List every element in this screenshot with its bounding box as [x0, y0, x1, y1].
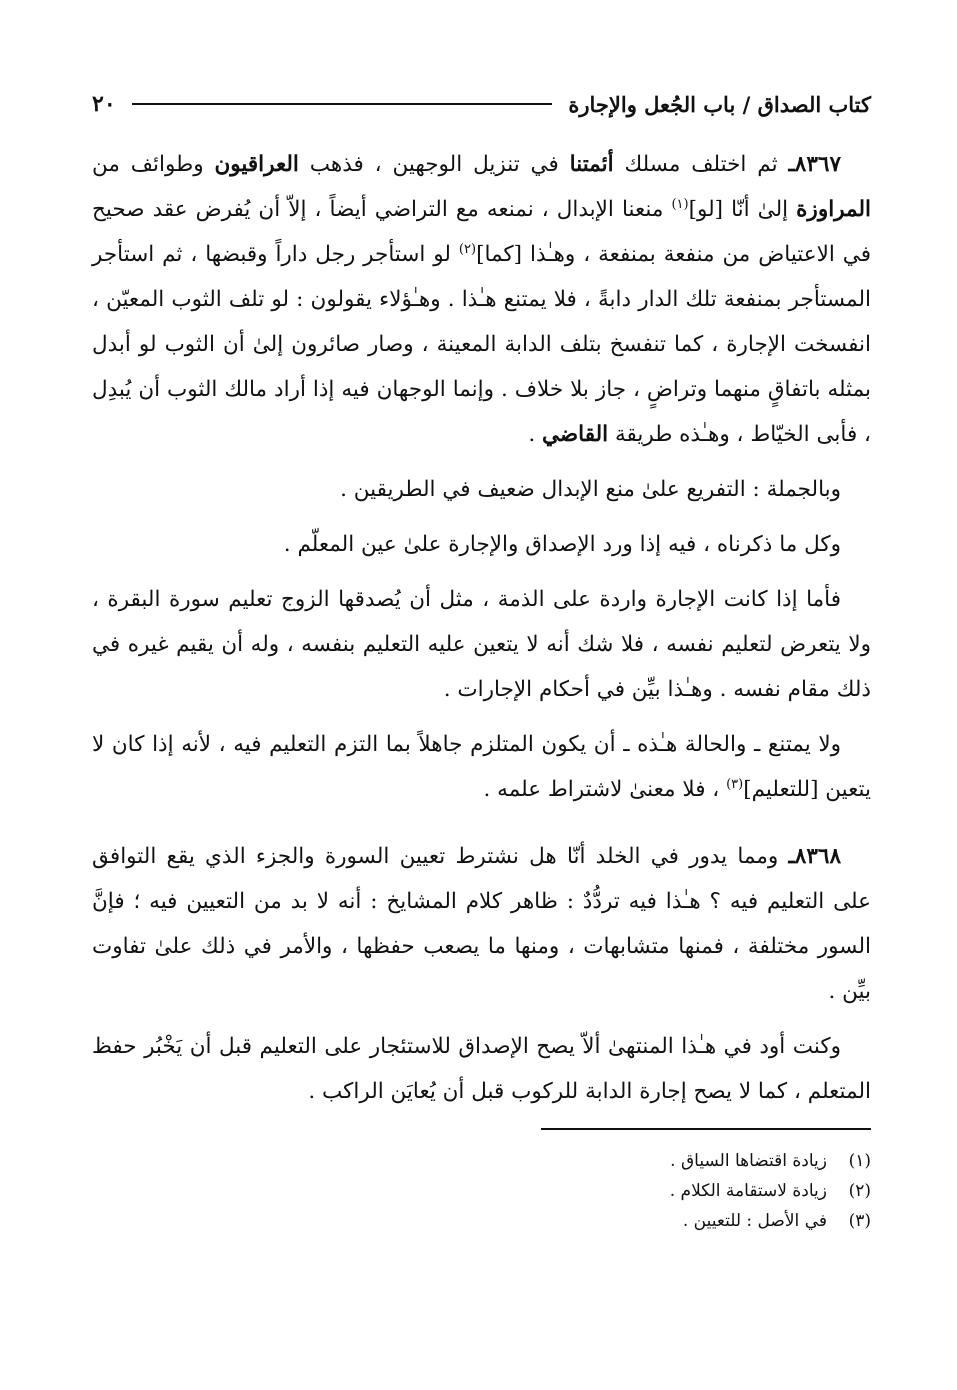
footnote-2: [92, 1176, 871, 1206]
paragraph-number: ٨٣٦٨ـ: [788, 844, 841, 869]
text-run: ثم اختلف مسلك: [613, 152, 789, 177]
paragraph: وكنت أود في هـٰذا المنتهىٰ ألاّ يصح الإصداق للاستئجار على التعليم قبل أن يَخْبُر حفظ المتعلم ، كما لا يصح إجارة الدابة للركوب قبل أن يُعايَن الراكب .: [92, 1034, 871, 1104]
page-number: ٢٠: [92, 91, 116, 117]
paragraph: وكل ما ذكرناه ، فيه إذا ورد الإصداق والإجارة علىٰ عين المعلّم .: [283, 532, 841, 557]
text-run: ، فلا معنىٰ لاشتراط علمه .: [483, 777, 727, 802]
footnote-text: في الأصل : للتعيين .: [682, 1211, 827, 1231]
footnote-ref[interactable]: (١): [671, 196, 689, 212]
paragraph-8368: [92, 834, 871, 1014]
footnote-1: [92, 1146, 871, 1176]
footnote-text: زيادة اقتضاها السياق .: [670, 1151, 827, 1171]
footnote-number: (٢): [848, 1181, 871, 1201]
text-run: لو استأجر رجل داراً وقبضها ، ثم استأجر المستأجر بمنفعة تلك الدار دابةً ، فلا يمتنع هـٰذا . وهـٰؤلاء يقولون : لو تلف الثوب المعيّن ، انفسخت الإجارة ، كما تنفسخ بتلف الدابة المعينة ، وصار صائرون إلىٰ أن الثوب لو أبدل بمثله باتفاقٍ منهما وتراضٍ ، جاز بلا خلاف . وإنما الوجهان فيه إذا أراد مالك الثوب أن يُبدِل ، فأبى الخيّاط ، وهـٰذه طريقة: [92, 242, 871, 447]
text-run: في تنزيل الوجهين ، فذهب: [298, 152, 570, 177]
bold-term: أئمتنا: [569, 152, 614, 177]
footnote-number: (١): [848, 1151, 871, 1171]
footnote-text: زيادة لاستقامة الكلام .: [669, 1181, 827, 1201]
text-run: ولا يمتنع ـ والحالة هـٰذه ـ أن يكون المتلزم جاهلاً بما التزم التعليم فيه ، لأنه إذا كان لا يتعين [للتعليم]: [92, 732, 871, 802]
paragraph: [92, 722, 871, 812]
footnote-ref[interactable]: (٣): [726, 776, 744, 792]
bold-term: القاضي: [541, 422, 609, 447]
footnote-3: [92, 1206, 871, 1236]
text-run: منعنا الإبدال ، نمنعه مع التراضي أيضاً ، إلاّ أن يُفرض عقد صحيح في الاعتياض من منفعة بمنفعة ، وهـٰذا [كما]: [92, 197, 871, 267]
bold-term: العراقيون: [214, 152, 299, 177]
text-run: ومما يدور في الخلد أنّا هل نشترط تعيين السورة والجزء الذي يقع التوافق على التعليم فيه ؟ هـٰذا فيه تردُّدٌ : ظاهر كلام المشايخ : أنه لا بد من التعيين فيه ؛ فإنَّ السور مختلفة ، فمنها متشابهات ، ومنها ما يصعب حفظها ، والأمر في ذلك علىٰ تفاوت بيِّن .: [92, 844, 871, 1004]
text-run: .: [528, 422, 542, 447]
footnote-number: (٣): [848, 1211, 871, 1231]
header-title: كتاب الصداق / باب الجُعل والإجارة: [568, 91, 871, 117]
footnotes: [92, 1146, 871, 1236]
running-header: [92, 84, 871, 124]
paragraph: وبالجملة : التفريع علىٰ منع الإبدال ضعيف في الطريقين .: [340, 477, 841, 502]
paragraph: فأما إذا كانت الإجارة واردة على الذمة ، مثل أن يُصدقها الزوج تعليم سورة البقرة ، ولا يتعرض لتعليم نفسه ، فلا شك أنه لا يتعين عليه التعليم بنفسه ، وله أن يقيم غيره في ذلك مقام نفسه . وهـٰذا بيِّن في أحكام الإجارات .: [92, 587, 871, 702]
bold-term: المراوزة: [796, 197, 871, 222]
text-run: إلىٰ أنّا [لو]: [688, 197, 797, 222]
main-text: [92, 142, 871, 1114]
text-run: وطوائف من: [92, 152, 215, 177]
paragraph-8367: [92, 142, 871, 457]
footnote-ref[interactable]: (٢): [458, 241, 477, 257]
paragraph-number: ٨٣٦٧ـ: [788, 152, 841, 177]
header-rule: [132, 103, 553, 105]
footnote-separator: [541, 1128, 871, 1130]
